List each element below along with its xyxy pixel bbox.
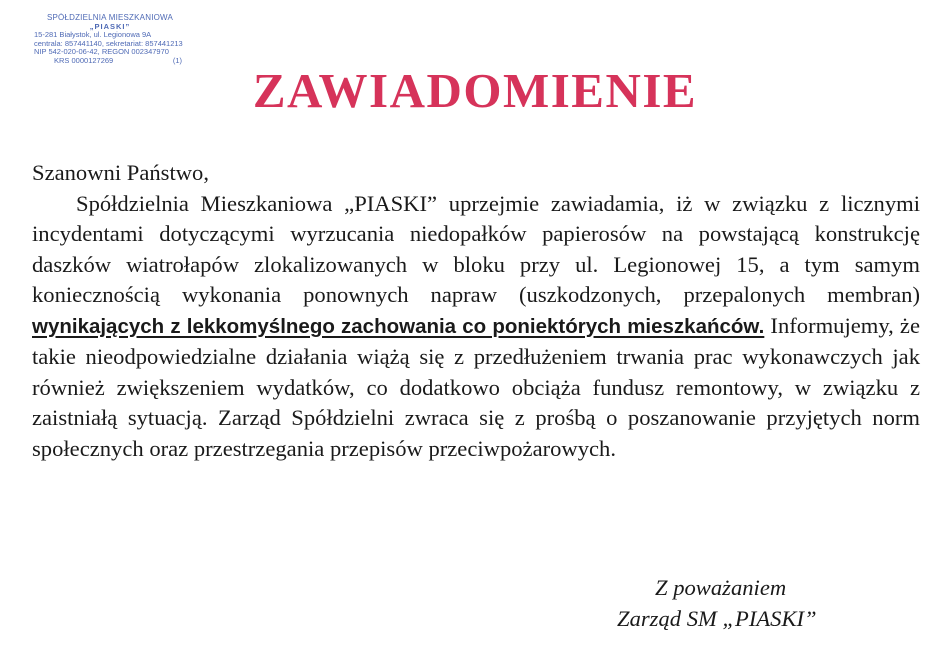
stamp-phones: centrala: 857441140, sekretariat: 857441213	[34, 38, 183, 48]
cooperative-stamp	[34, 14, 186, 66]
stamp-krs: KRS 0000127269	[54, 55, 114, 65]
paragraph-end: Informujemy, że takie nieodpowiedzialne działania wiążą się z przedłużeniem trwania prac wykonawczych jak również zwiększeniem wydatków, co dodatkowo obciąża fundusz remontowy, w związku z zaistniałą sytuacją. Zarząd Spółdzielni zwraca się z prośbą o poszanowanie przyjętych norm społecznych oraz przestrzegania przepisów przeciwpożarowych.	[32, 312, 920, 461]
stamp-cooperative-short-name: „PIASKI”	[89, 21, 131, 31]
signature-block	[600, 572, 880, 634]
stamp-cooperative-name: SPÓŁDZIELNIA MIESZKANIOWA	[46, 13, 174, 22]
signature-signatory: Zarząd SM „PIASKI”	[617, 606, 817, 631]
notice-paragraph	[32, 189, 920, 465]
letter-body	[32, 158, 920, 464]
notice-title: ZAWIADOMIENIE	[252, 63, 698, 118]
stamp-tax-ids: NIP 542-020-06-42, REGON 002347970	[34, 47, 169, 57]
stamp-address: 15-281 Białystok, ul. Legionowa 9A	[34, 30, 152, 40]
paragraph-start: Spółdzielnia Mieszkaniowa „PIASKI” uprzejmie zawiadamia, iż w związku z licznymi incydentami dotyczącymi wyrzucania niedopałków papierosów na powstającą konstrukcję daszków wiatrołapów zlokalizowanych w bloku przy ul. Legionowej 15, a tym samym koniecznością wykonania ponownych napraw (uszkodzonych, przepalonych membran)	[32, 190, 920, 307]
salutation: Szanowni Państwo,	[32, 160, 209, 185]
paragraph-emphasis: wynikających z lekkomyślnego zachowania co poniektórych mieszkańców.	[32, 314, 765, 338]
signature-closing: Z poważaniem	[655, 575, 787, 600]
stamp-number: (1)	[172, 55, 182, 65]
